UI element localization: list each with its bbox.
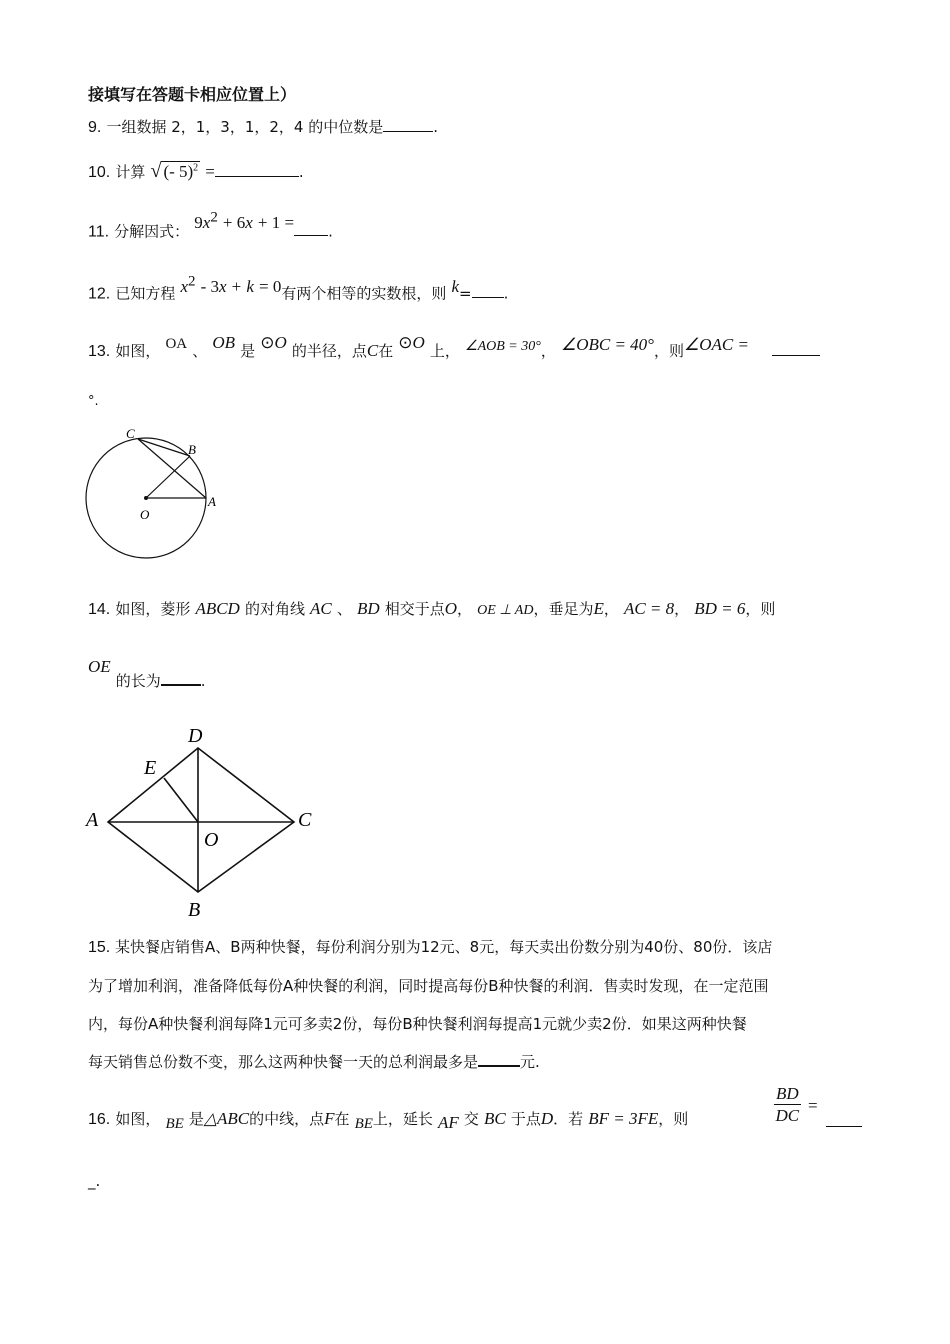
point-f: F — [324, 1109, 335, 1128]
segment-af: AF — [438, 1113, 459, 1132]
question-16 — [88, 1108, 689, 1132]
equals-sign: = — [205, 162, 215, 181]
section-header: 接填写在答题卡相应位置上） — [88, 85, 297, 104]
question-text: 如图， — [115, 1110, 161, 1128]
comma: ， — [457, 600, 473, 618]
answer-blank[interactable] — [215, 162, 299, 177]
angle-aob: ∠AOB = 30° — [465, 339, 541, 354]
radicand: (- 5)$^2$ — [163, 162, 199, 181]
radical-sign: √ — [150, 160, 162, 182]
punctuation: . — [200, 672, 206, 690]
question-15-line1 — [88, 928, 868, 967]
question-text: 分解因式： — [114, 222, 190, 241]
segment-ob-line — [146, 456, 190, 498]
perpendicular-oe-ad: OE ⊥ AD — [477, 603, 534, 618]
text-meet: 相交于点 — [384, 600, 445, 618]
fraction-bd-dc — [774, 1084, 801, 1127]
triangle-abc: △ABC — [203, 1109, 250, 1128]
answer-blank[interactable] — [478, 1051, 520, 1067]
variable-k: k — [451, 277, 459, 297]
answer-blank[interactable] — [826, 1112, 862, 1127]
text-at: 于点 — [510, 1110, 541, 1128]
text-is: 是 — [240, 342, 256, 360]
question-number: 9. — [88, 119, 102, 136]
rhombus-abcd: ABCD — [195, 599, 240, 618]
question-15 — [88, 928, 868, 1081]
segment-oe: OE — [88, 657, 111, 676]
question-13-end: °. — [88, 394, 99, 409]
text-diagonal: 的对角线 — [244, 600, 305, 618]
punctuation: . — [328, 222, 333, 241]
angle-obc: ∠OBC = 40° — [560, 335, 654, 354]
answer-blank[interactable] — [294, 221, 328, 236]
sqrt-expression — [150, 160, 200, 183]
question-14-line2 — [88, 657, 206, 690]
question-number: 13. — [88, 343, 111, 360]
text-line: 每天销售总份数不变，那么这两种快餐一天的总利润最多是 — [88, 1053, 479, 1071]
text-median: 的中线，点 — [249, 1110, 325, 1128]
label-o: O — [140, 507, 150, 522]
question-number: 15. — [88, 939, 111, 956]
value-ac: AC = 8 — [623, 599, 675, 618]
numerator: BD — [776, 1084, 799, 1103]
text-if: ．若 — [553, 1110, 584, 1128]
label-c: C — [298, 809, 312, 831]
question-number: 16. — [88, 1111, 111, 1128]
question-11 — [88, 210, 333, 241]
text-line: 某快餐店销售A、B两种快餐，每份利润分别为12元、8元，每天卖出份数分别为40份、80份．该店 — [115, 938, 773, 956]
rhombus-figure — [84, 722, 324, 920]
text-extend: 上，延长 — [372, 1110, 433, 1128]
text-cross: 交 — [463, 1110, 479, 1128]
text-up: 上， — [429, 342, 460, 360]
polynomial: $9x^2 + 6x + 1$ = — [194, 210, 295, 233]
center-dot — [144, 496, 148, 500]
denominator: DC — [775, 1106, 800, 1125]
equation: $x^2 - 3x + k = 0$ — [180, 274, 282, 297]
question-10 — [88, 160, 304, 183]
answer-blank[interactable] — [383, 117, 433, 132]
question-text-2: 有两个相等的实数根，则 — [281, 284, 447, 303]
question-16-end: _. — [88, 1172, 101, 1190]
question-number: 11. — [88, 223, 110, 241]
question-text: 一组数据 2，1，3，1，2，4 的中位数是 — [106, 118, 384, 136]
comma: ， — [540, 342, 556, 360]
question-15-line4 — [88, 1043, 868, 1081]
text-then: ，则 — [745, 600, 776, 618]
question-text: 如图，菱形 — [115, 600, 191, 618]
label-e: E — [144, 757, 157, 779]
segment-be: BE — [165, 1116, 184, 1132]
circle-o-2: ⊙O — [398, 333, 425, 352]
comma-2: ， — [603, 600, 619, 618]
question-text: 已知方程 — [115, 284, 176, 303]
label-o: O — [204, 829, 219, 851]
label-c: C — [126, 426, 135, 441]
text-line: 内，每份A种快餐利润每降1元可多卖2份，每份B种快餐利润每提高1元就少卖2份．如果这两种快餐 — [88, 1015, 747, 1033]
answer-blank[interactable] — [472, 283, 504, 298]
unit: 元. — [520, 1053, 540, 1071]
label-a: A — [86, 809, 99, 831]
question-text: 如图， — [115, 342, 161, 360]
text-line: 为了增加利润，准备降低每份A种快餐的利润，同时提高每份B种快餐的利润．售卖时发现，在一定范围 — [88, 977, 769, 995]
question-14 — [88, 598, 775, 619]
diagonal-bd: BD — [356, 599, 380, 618]
answer-blank[interactable] — [161, 670, 201, 686]
rhombus-shape — [108, 748, 294, 892]
text-is: 是 — [188, 1110, 204, 1128]
circle-figure — [84, 424, 224, 566]
segment-bc: BC — [484, 1109, 506, 1128]
value-bd: BD = 6 — [694, 599, 746, 618]
point-c: C — [366, 341, 379, 360]
segment-cb-line — [138, 439, 190, 456]
punctuation: . — [503, 284, 509, 303]
segment-be-2: BE — [354, 1116, 373, 1132]
label-b: B — [188, 442, 196, 457]
question-9 — [88, 116, 438, 137]
question-number: 14. — [88, 601, 111, 618]
label-a: A — [208, 494, 216, 509]
text-on: 在 — [378, 342, 394, 360]
point-e: E — [593, 599, 604, 618]
punctuation: . — [433, 118, 439, 136]
angle-oac: ∠OAC = — [683, 335, 749, 354]
text-in: 在 — [334, 1110, 350, 1128]
segment-oe-line — [164, 778, 198, 822]
answer-blank[interactable] — [772, 341, 820, 356]
equation-bf: BF = 3FE — [588, 1109, 659, 1128]
question-number: 10. — [88, 164, 111, 181]
separator: 、 — [192, 342, 208, 360]
comma-3: ， — [674, 600, 690, 618]
circle-o: ⊙O — [260, 333, 287, 352]
segment-oa: OA — [165, 336, 188, 352]
point-o: O — [444, 599, 458, 618]
label-b: B — [188, 899, 201, 920]
diagonal-ac: AC — [310, 599, 332, 618]
equals-sign: = — [458, 284, 472, 303]
text-then: ，则 — [658, 1110, 689, 1128]
text-then: ，则 — [653, 342, 684, 360]
separator: 、 — [336, 600, 352, 618]
question-13 — [88, 333, 820, 361]
label-d: D — [188, 725, 203, 747]
text-foot: ，垂足为 — [533, 600, 594, 618]
equals-sign: = — [808, 1096, 818, 1115]
point-d: D — [540, 1109, 554, 1128]
punctuation: . — [298, 163, 304, 181]
segment-ob: OB — [212, 333, 235, 352]
question-text-2: 的半径，点 — [291, 342, 367, 360]
question-text: 计算 — [115, 163, 146, 181]
text-length: 的长为 — [115, 672, 161, 690]
question-12 — [88, 274, 509, 303]
question-number: 12. — [88, 285, 111, 303]
